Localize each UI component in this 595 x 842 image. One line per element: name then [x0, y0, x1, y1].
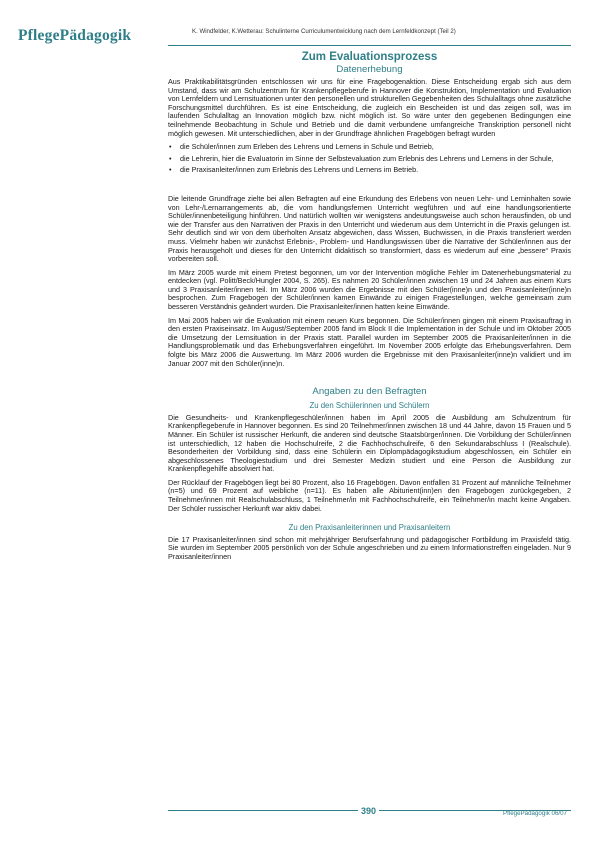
page-number: 390: [358, 806, 379, 816]
paragraph: Aus Praktikabilitätsgründen entschlossen wir uns für eine Fragebogenaktion. Diese Entscheidung ergab sich aus dem Umstand, dass wir am Schulzentrum für Krankenpflegeberufe in Hannover die Konstruktion, Implementation und Evaluation von Lernfeldern und Lernsituationen unter den personellen und strukturellen Gegebenheiten des Schulalltags ohne zusätzliche Forschungsmittel durchführen. Es ist eine Entscheidung, die zugleich ein Bescheiden ist und das zeigen soll, was im laufenden Schulalltag an Innovation möglich bzw. nicht möglich ist. So wäre unter den gegebenen Bedingungen eine teilnehmende Beobachtung in Schule und Betrieb und die damit verbundene umfangreiche Transkription personell nicht möglich gewesen. Mit unterschiedlichen, aber in der Grundfrage ähnlichen Fragebögen befragt wurden: [168, 77, 571, 138]
paragraph: Im März 2005 wurde mit einem Pretest begonnen, um vor der Intervention mögliche Fehler im Datenerhebungsmaterial zu entdecken (vgl. Politt/Beck/Hungler 2004, S. 265). Es nahmen 20 Schüler/innen zwischen 19 und 24 Jahren aus einem Kurs und 3 Praxisanleiter/innen teil. Im März 2006 wurden die Ergebnisse mit den Schüler(inne)n und den Praxisanleiter(inne)n besprochen. Zum Fragebogen der Schüler/innen kamen Einwände zu einigen Fragestellungen, welche gemeinsam zum besseren Verständnis geändert wurden. Die Praxisanleiter/innen hatten keine Einwände.: [168, 267, 571, 312]
list-item-text: die Schüler/innen zum Erleben des Lehrens und Lernens in Schule und Betrieb,: [180, 142, 434, 152]
header-rule: [168, 45, 571, 46]
list-item: [168, 143, 571, 152]
subsection-heading-schueler: Zu den Schülerinnen und Schülern: [309, 401, 430, 411]
bullet-icon: •: [169, 142, 172, 152]
section-heading-datenerhebung: Datenerhebung: [336, 64, 403, 75]
paragraph: Der Rücklauf der Fragebögen liegt bei 80 Prozent, also 16 Fragebögen. Davon entfallen 31 Prozent auf männliche Teilnehmer (n=5) und 69 Prozent auf weibliche (n=11). Es haben alle Abiturient(inn)en den Fragebogen zurückgegeben, 2 Teilnehmer/innen mit Realschulabschluss, 1 Teilnehmer/in mit Fachhochschulreife, ein Teilnehmer/in macht keine Angaben. Der Schüler russischer Herkunft war aktiv dabei.: [168, 477, 571, 513]
running-header-citation: K. Windfelder, K.Wetterau: Schulinterne Curriculumentwicklung nach dem Lernfeldkonzept (Teil 2): [192, 28, 456, 35]
list-item: [168, 166, 571, 175]
article-section-title: Zum Evaluationsprozess: [301, 51, 438, 63]
bullet-icon: •: [169, 153, 172, 163]
bullet-icon: •: [169, 165, 172, 175]
spacer: [168, 181, 571, 195]
list-item: [168, 155, 571, 164]
paragraph: Die Gesundheits- und Krankenpflegeschüler/innen haben im April 2005 die Ausbildung am Schulzentrum für Krankenpflegeberufe in Hannover begonnen. Es sind 20 Teilnehmer/innen zwischen 18 und 44 Jahre, davon 15 Frauen und 5 Männer. Ein Schüler ist russischer Herkunft, die anderen sind deutsche Staatsbürger/innen. Die Vorbildung der Schüler/innen ist unterschiedlich, 12 haben die Hochschulreife, 2 die Fachhochschulreife, 6 den Sekundarabschluss I (Realschule). Besonderheiten der Vorbildung sind, dass eine Schülerin ein Diplompädagogikstudium abgeschlossen, ein Schüler ein abgeschlossenes Theologiestudium und drei Semester Medizin studiert und eine Person die Ausbildung zur Krankenpflegehilfe absolviert hat.: [168, 412, 571, 474]
paragraph: Die 17 Praxisanleiter/innen sind schon mit mehrjähriger Berufserfahrung und pädagogischer Fortbildung im Praxisfeld tätig. Sie wurden im September 2005 persönlich von der Schule angeschrieben und zu einem Informationstreffen eingeladen. Nur 9 Praxisanleiter/innen: [168, 534, 571, 561]
subsection-heading-praxisanleiter: Zu den Praxisanleiterinnen und Praxisanleitern: [288, 523, 451, 533]
respondent-list: [168, 143, 571, 175]
paragraph: Die leitende Grundfrage zielte bei allen Befragten auf eine Erkundung des Erlebens von neuen Lehr- und Lerninhalten sowie von Lehr-/Lernarrangements ab, die vom handlungsfernen Unterricht wegführen und auf eine handlungsorientierte Schüler/innenbeteiligung hinführen. Und natürlich wollten wir wenigstens andeutungsweise auch schon herausfinden, ob und wie der Transfer aus den Narrativen der Praxis in den Unterricht und wiederum aus dem Unterricht in die Praxis gelungen ist. Sehr deutlich sind wir von dem überholten Ansatz abgewichen, dass Wissen, Buchwissen, in die Praxis transferiert werden muss. Vielmehr haben wir zunächst Erlebnis-, Problem- und Handlungswissen über die Narrative der Schüler/innen aus der Praxis herausgeholt und dieses für den Unterricht didaktisch so transformiert, dass es wiederum auf eine „bessere“ Praxis vorbereiten soll.: [168, 193, 571, 264]
list-item-text: die Praxisanleiter/innen zum Erlebnis des Lehrens und Lernens im Betrieb.: [180, 165, 419, 175]
list-item-text: die Lehrerin, hier die Evaluatorin im Sinne der Selbstevaluation zum Erlebnis des Lehrens und Lernens in der Schule,: [180, 153, 554, 163]
journal-logo: PflegePädagogik: [18, 27, 132, 44]
article-body: [168, 50, 571, 810]
paragraph: Im Mai 2005 haben wir die Evaluation mit einem neuen Kurs begonnen. Die Schüler/innen gingen mit einem Praxisauftrag in den ersten Praxiseinsatz. Im August/September 2005 fand im Block II die Implementation in der Schule und im Oktober 2005 die Umsetzung der Lernsituation in der Praxis statt. Parallel wurden im September 2005 die Praxisanleiter/innen in die Handlungsproblematik und das Erhebungsverfahren eingeführt. Im November 2005 erfolgte das Erhebungsverfahren. Dem folgte bis März 2006 die Auswertung. Im März 2006 wurden die Ergebnisse mit den Praxisanleiter(inne)n validiert und im Januar 2007 mit den Schüler(inne)n.: [168, 315, 571, 368]
section-heading-befragte: Angaben zu den Befragten: [312, 386, 427, 398]
journal-issue-label: PflegePädagogik 06/07: [503, 810, 567, 817]
